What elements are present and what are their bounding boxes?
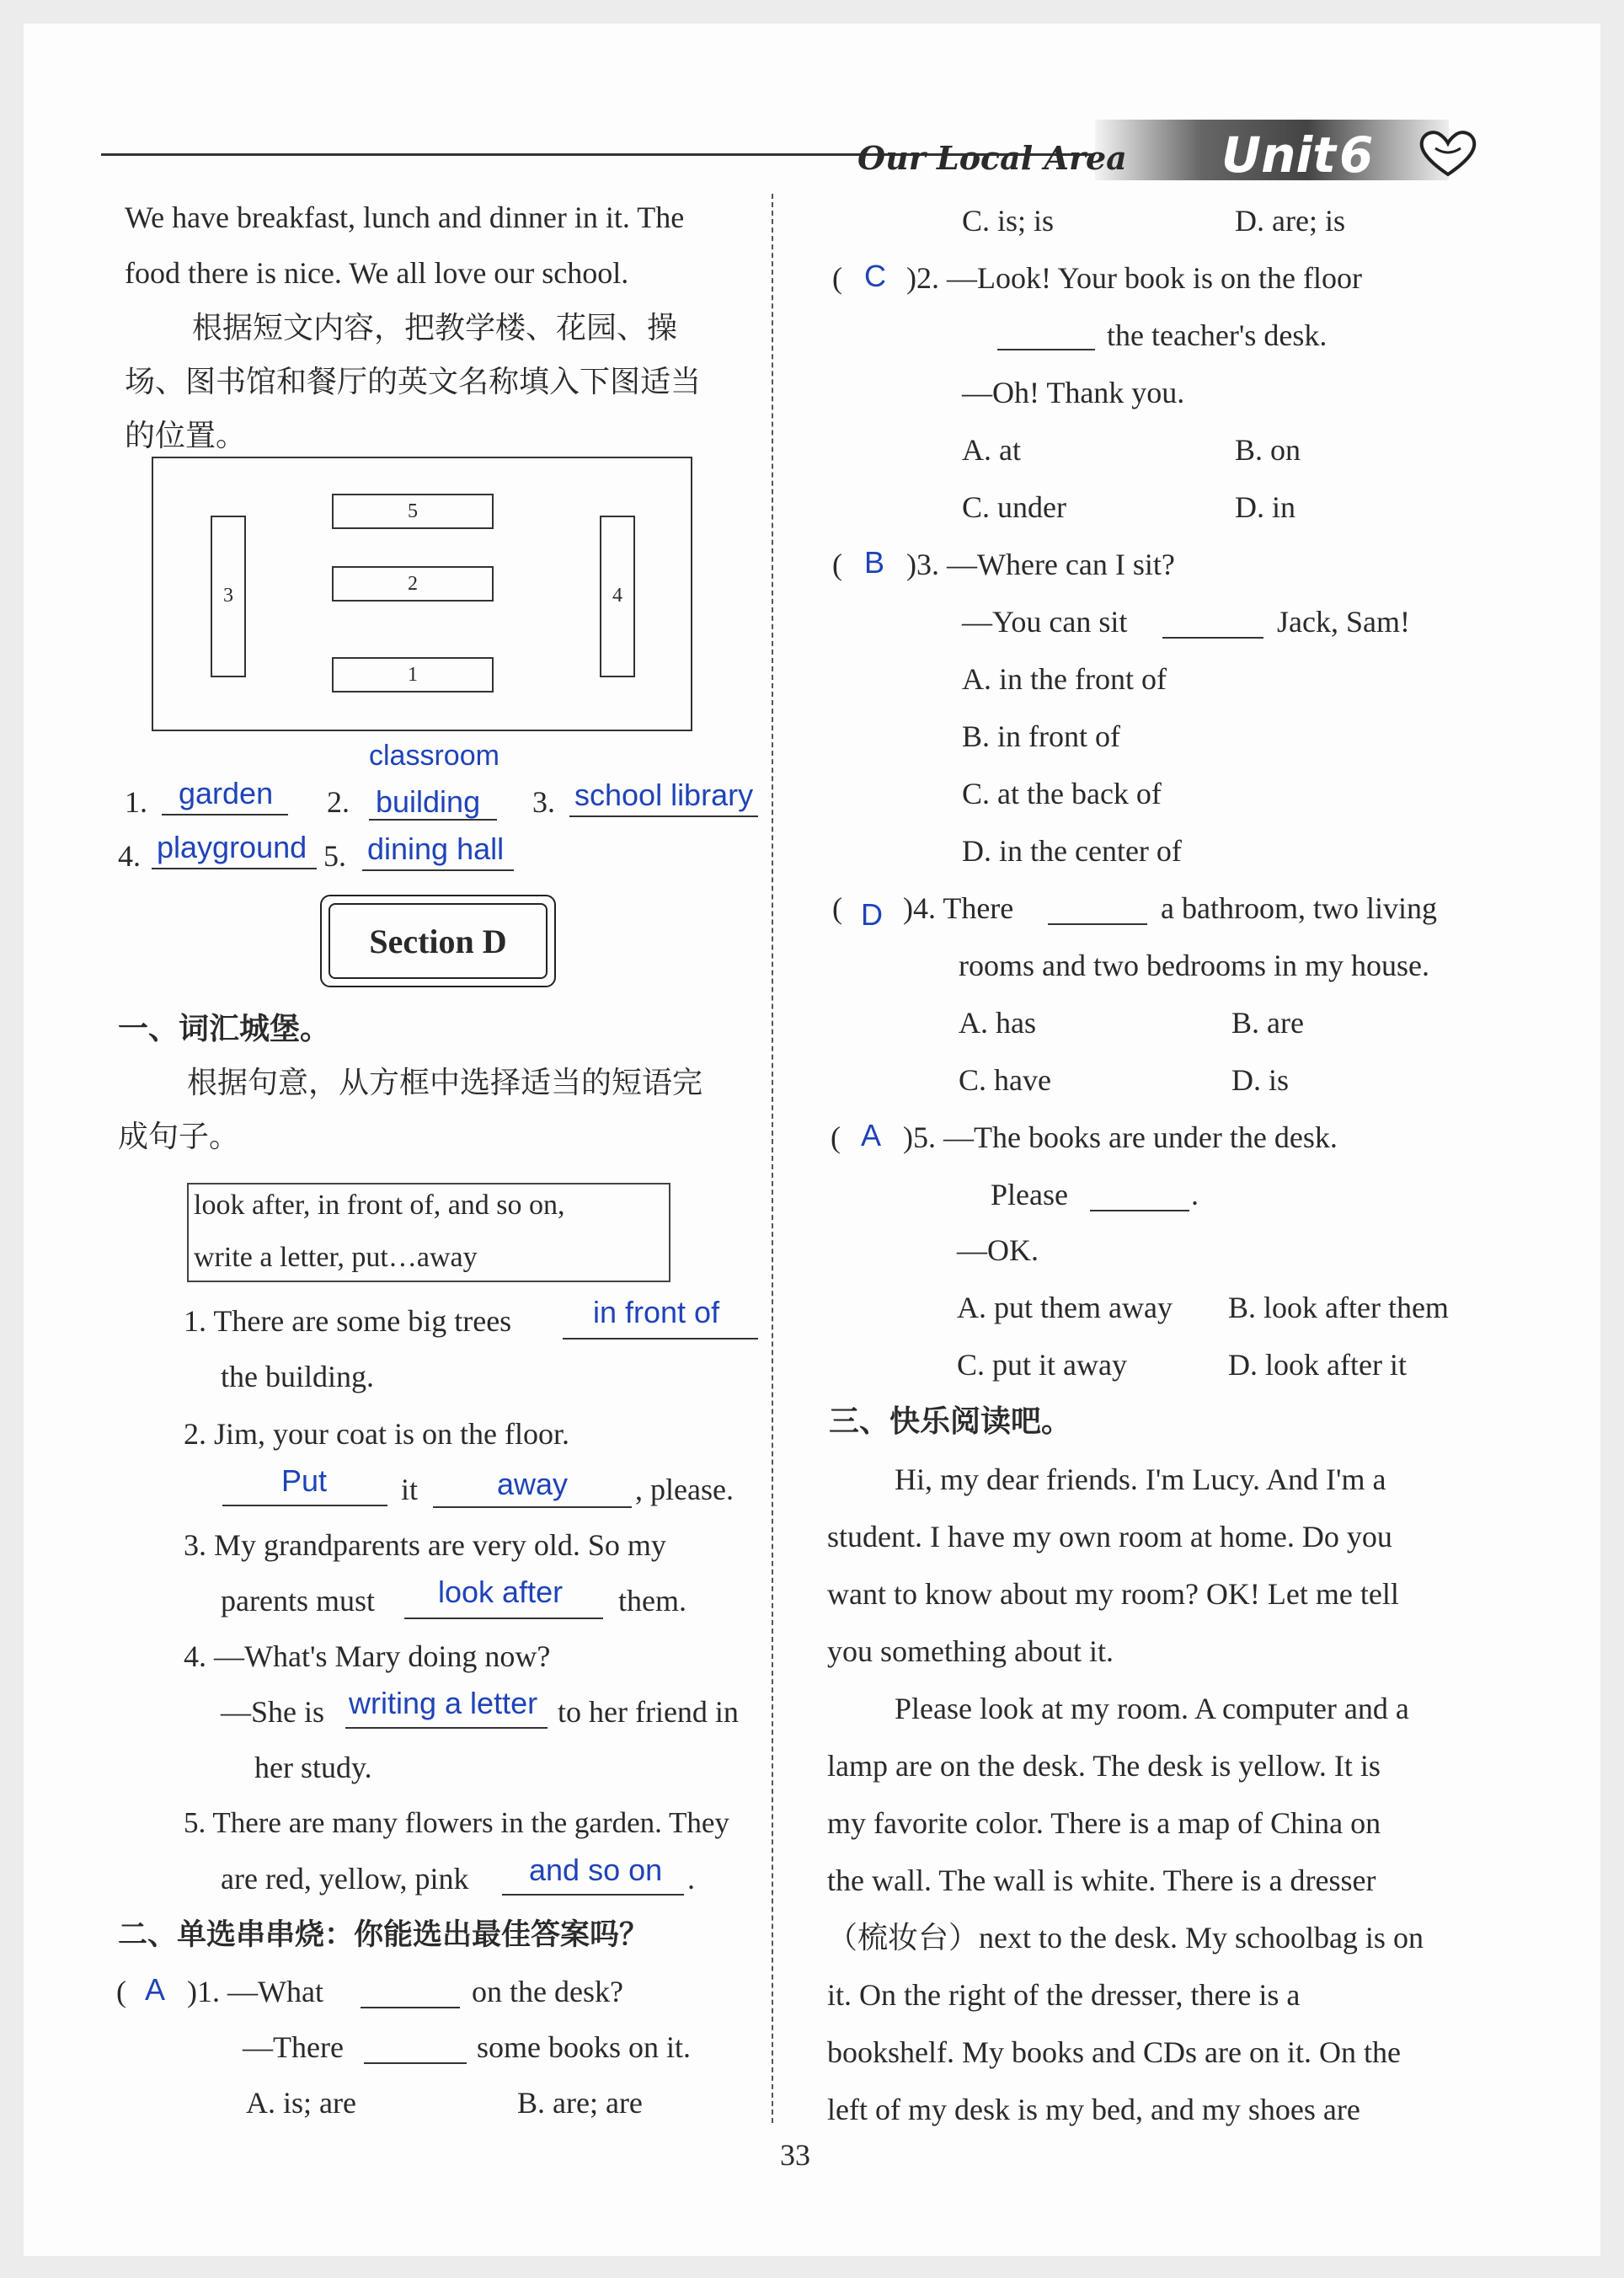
option-text: D. are; is (1235, 204, 1345, 238)
option-text: B. look after them (1228, 1291, 1449, 1324)
option-text: B. are; are (517, 2086, 643, 2120)
mc-answer: A (145, 1972, 166, 2007)
option-text: C. have (959, 1063, 1051, 1097)
reading-line: bookshelf. My books and CDs are on it. On the (827, 2035, 1401, 2069)
option-text: C. under (962, 490, 1066, 524)
plan-room-3: 3 (211, 516, 246, 677)
mc-answer: C (864, 259, 886, 293)
answer-underline (569, 815, 758, 817)
mc-answer: A (861, 1118, 882, 1152)
answer-in-front-of: in front of (593, 1295, 720, 1329)
answer-underline (162, 814, 288, 815)
instruction-line: 成句子。 (118, 1120, 240, 1154)
instruction-line: 根据短文内容，把教学楼、花园、操 (192, 311, 678, 345)
question-text: some books on it. (477, 2030, 692, 2064)
blank-underline (997, 349, 1095, 350)
question-text: )4. There (903, 891, 1014, 925)
paren-open: ( (116, 1975, 126, 2008)
answer-away: away (497, 1467, 569, 1501)
answer-underline (369, 819, 497, 821)
option-text: B. are (1231, 1006, 1304, 1040)
phrase-line: look after, in front of, and so on, (194, 1190, 565, 1221)
option-text: A. has (959, 1006, 1036, 1040)
question-text: the teacher's desk. (1107, 318, 1328, 352)
option-text: C. at the back of (962, 777, 1162, 810)
answer-underline (362, 869, 514, 871)
reading-line: Please look at my room. A computer and a (895, 1692, 1409, 1725)
blank-number: 4. (118, 839, 141, 873)
heart-icon (1418, 128, 1477, 183)
answer-building: building (376, 784, 481, 819)
option-text: A. in the front of (962, 662, 1167, 696)
option-text: A. is; are (246, 2086, 356, 2120)
part-title: 二、单选串串烧：你能选出最佳答案吗？ (118, 1918, 649, 1952)
question-text: —OK. (957, 1233, 1039, 1267)
answer-underline (222, 1505, 387, 1506)
question-text: )1. —What (187, 1975, 323, 2008)
paren-open: ( (831, 1120, 841, 1154)
question-text: )5. —The books are under the desk. (903, 1120, 1338, 1154)
question-text: her study. (254, 1751, 372, 1784)
paren-open: ( (832, 548, 842, 581)
intro-text-line: We have breakfast, lunch and dinner in it. The (125, 201, 685, 234)
question-text: 3. My grandparents are very old. So my (184, 1528, 666, 1562)
instruction-line: 根据句意，从方框中选择适当的短语完 (187, 1066, 703, 1100)
school-floor-plan (152, 457, 692, 731)
plan-room-5: 5 (332, 494, 494, 529)
answer-underline (563, 1338, 758, 1340)
option-text: A. put them away (957, 1291, 1173, 1324)
question-text: 5. There are many flowers in the garden. They (184, 1806, 729, 1839)
blank-number: 1. (125, 785, 147, 819)
phrase-box (187, 1183, 670, 1282)
option-text: D. look after it (1228, 1348, 1407, 1382)
blank-number: 2. (327, 785, 350, 819)
intro-text-line: food there is nice. We all love our school. (125, 256, 629, 290)
option-text: D. in the center of (962, 834, 1182, 868)
mc-answer: B (864, 545, 885, 580)
unit-word: Unit (1221, 126, 1336, 184)
question-text: . (687, 1862, 695, 1896)
reading-line: want to know about my room? OK! Let me tell (827, 1577, 1399, 1611)
answer-underline (502, 1894, 684, 1896)
question-text: them. (618, 1584, 686, 1618)
question-text: 2. Jim, your coat is on the floor. (184, 1417, 569, 1451)
page-number: 33 (780, 2138, 810, 2172)
question-text: to her friend in (558, 1695, 739, 1729)
option-text: B. in front of (962, 719, 1120, 753)
option-text: D. is (1231, 1063, 1290, 1097)
answer-dining-hall: dining hall (367, 832, 505, 866)
reading-line: it. On the right of the dresser, there is a (827, 1978, 1301, 2012)
question-text: —Oh! Thank you. (962, 376, 1185, 409)
unit-label (1221, 126, 1373, 184)
answer-and-so-on: and so on (529, 1853, 663, 1887)
answer-writing-a-letter: writing a letter (349, 1686, 538, 1720)
question-text: —You can sit (962, 605, 1128, 639)
reading-line: left of my desk is my bed, and my shoes are (827, 2093, 1360, 2126)
question-text: Jack, Sam! (1277, 605, 1410, 639)
phrase-line: write a letter, put…away (194, 1242, 478, 1273)
option-text: C. put it away (957, 1348, 1127, 1382)
question-text: on the desk? (472, 1975, 623, 2008)
answer-school-library: school library (574, 778, 754, 812)
instruction-line: 的位置。 (125, 419, 247, 453)
reading-line: lamp are on the desk. The desk is yellow. It is (827, 1749, 1381, 1783)
answer-garden: garden (179, 776, 274, 810)
answer-look-after: look after (438, 1575, 564, 1609)
question-text: are red, yellow, pink (221, 1862, 469, 1896)
question-text: rooms and two bedrooms in my house. (959, 949, 1429, 982)
unit-subtitle: Our Local Area (857, 139, 1127, 177)
reading-line: student. I have my own room at home. Do you (827, 1520, 1392, 1553)
blank-underline (1090, 1210, 1189, 1211)
question-text: )3. —Where can I sit? (906, 548, 1175, 581)
question-text: 1. There are some big trees (184, 1304, 512, 1338)
option-text: B. on (1235, 433, 1301, 467)
reading-line: （梳妆台）next to the desk. My schoolbag is on (827, 1921, 1424, 1954)
question-text: —There (243, 2030, 344, 2064)
answer-underline (345, 1727, 548, 1729)
plan-room-4: 4 (600, 516, 635, 677)
blank-underline (364, 2062, 467, 2064)
blank-number: 3. (532, 785, 555, 819)
unit-number: 6 (1339, 126, 1374, 184)
question-text: parents must (221, 1584, 375, 1618)
part-title: 一、词汇城堡。 (118, 1012, 331, 1046)
question-text: , please. (635, 1473, 734, 1506)
question-text: —She is (221, 1695, 325, 1729)
answer-playground: playground (157, 830, 307, 864)
question-text: it (401, 1473, 419, 1506)
question-text: the building. (221, 1360, 374, 1393)
answer-underline (404, 1618, 603, 1619)
plan-room-1: 1 (332, 657, 494, 692)
option-text: D. in (1235, 490, 1295, 524)
answer-underline (433, 1506, 632, 1508)
blank-underline (1162, 637, 1263, 639)
question-text: 4. —What's Mary doing now? (184, 1639, 551, 1673)
option-text: A. at (962, 433, 1021, 467)
section-title: Section D (369, 922, 507, 960)
question-text: . (1191, 1178, 1199, 1211)
section-d-banner (320, 895, 556, 987)
reading-line: my favorite color. There is a map of China on (827, 1806, 1381, 1840)
mc-answer: D (861, 897, 883, 932)
reading-line: Hi, my dear friends. I'm Lucy. And I'm a (895, 1463, 1386, 1496)
classroom-label: classroom (369, 740, 499, 772)
question-text: )2. —Look! Your book is on the floor (906, 261, 1362, 295)
part-title: 三、快乐阅读吧。 (829, 1404, 1072, 1439)
column-divider (772, 194, 773, 2123)
question-text: Please (991, 1178, 1068, 1211)
reading-line: the wall. The wall is white. There is a dresser (827, 1864, 1376, 1897)
blank-underline (361, 2007, 460, 2008)
blank-underline (1048, 923, 1147, 925)
plan-room-2: 2 (332, 566, 494, 602)
option-text: C. is; is (962, 204, 1055, 238)
question-text: a bathroom, two living (1161, 891, 1437, 925)
paren-open: ( (832, 261, 842, 295)
answer-underline (152, 868, 317, 869)
instruction-line: 场、图书馆和餐厅的英文名称填入下图适当 (125, 365, 702, 399)
paren-open: ( (832, 891, 842, 925)
reading-line: you something about it. (827, 1634, 1114, 1668)
answer-put: Put (281, 1463, 328, 1498)
blank-number: 5. (323, 839, 346, 873)
